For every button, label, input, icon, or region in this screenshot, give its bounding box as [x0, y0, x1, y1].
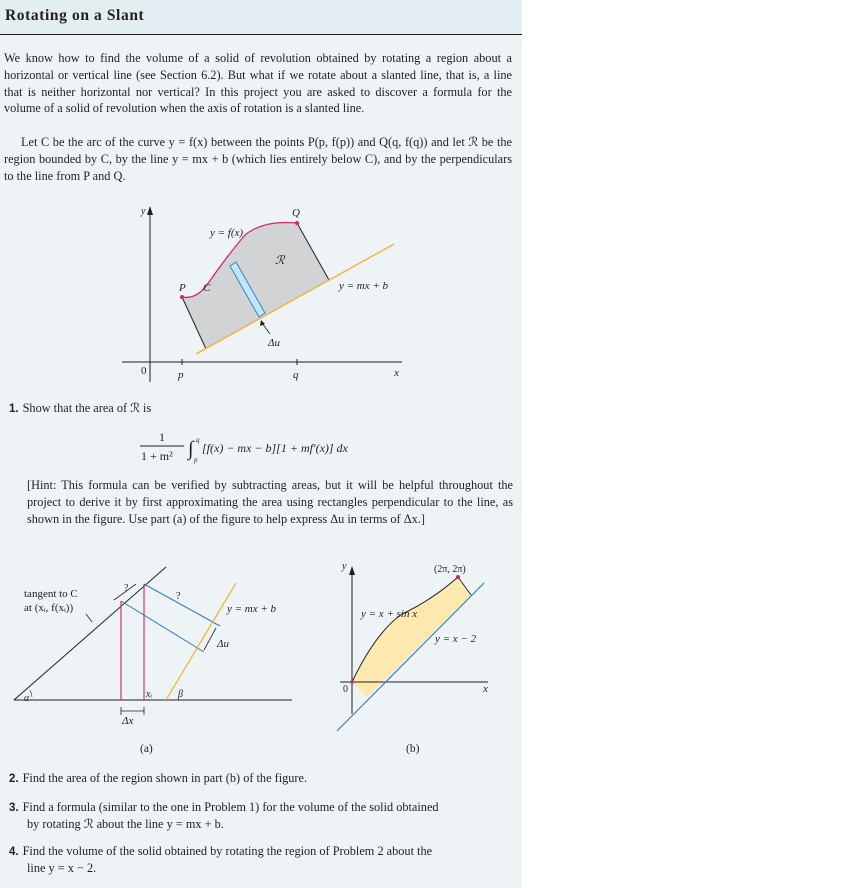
fig2a-du-label: Δu — [217, 638, 229, 650]
fig2a-xi-label: xᵢ — [146, 689, 153, 700]
formula-lower-limit: p — [194, 456, 198, 464]
formula-upper-limit: q — [196, 436, 200, 444]
fig2a-tangent-label-1: tangent to C — [24, 588, 78, 600]
problem-2-number: 2. — [9, 773, 19, 785]
formula-denominator: 1 + m² — [141, 449, 173, 463]
fig1-du-label: Δu — [268, 337, 280, 349]
fig1-y-label: y — [141, 206, 146, 217]
fig2a-line-label: y = mx + b — [227, 603, 277, 615]
fig1-region-label: ℛ — [275, 253, 285, 267]
fig1-P-label: P — [179, 282, 186, 294]
fig1-Q-label: Q — [292, 207, 300, 219]
problem-4-number: 4. — [9, 846, 19, 858]
problem-2 — [9, 770, 509, 787]
fig1-origin: 0 — [141, 365, 147, 377]
fig1-line-label: y = mx + b — [339, 280, 389, 292]
fig2a-dx-label: Δx — [122, 715, 134, 727]
fig2a-tangent-label-2: at (xᵢ, f(xᵢ)) — [24, 602, 74, 614]
intro-paragraph-1: We know how to find the volume of a solid of revolution obtained by rotating a region about a horizontal or vertical line (see Section 6.2). But what if we rotate about a slanted line, that is, a line that is neither horizontal nor vertical? In this project you are asked to discover a formula for the volume of a solid of revolution when the axis of rotation is a slanted line. — [4, 51, 512, 116]
fig2b-curve-label: y = x + sin x — [361, 608, 418, 620]
fig2b-line-label: y = x − 2 — [435, 633, 477, 645]
formula-numerator: 1 — [159, 430, 165, 444]
problem-1-hint: [Hint: This formula can be verified by subtracting areas, but it will be helpful throughout the project to derive it by first approximating the area using rectangles perpendicular to the line, as shown in the figure. Use part (a) of the figure to help express Δu in terms of Δx.] — [27, 478, 513, 526]
fig2a-alpha-label: α — [24, 693, 30, 704]
fig2b-line — [337, 583, 484, 731]
fig1-C-label: C — [203, 282, 211, 294]
fig1-p-tick-label: p — [178, 369, 184, 381]
fig2b-point — [456, 575, 460, 579]
fig2a-question-2: ? — [176, 591, 181, 602]
problem-3 — [9, 799, 509, 833]
problem-2-text: Find the area of the region shown in part (b) of the figure. — [22, 771, 308, 785]
intro-paragraph-2: Let C be the arc of the curve y = f(x) between the points P(p, f(p)) and Q(q, f(q)) and let ℛ be the region bounded by C, by the line y = mx + b (which lies entirely below C), and by the perpendiculars to the line from P and Q. — [4, 135, 512, 183]
fig2b-point-label: (2π, 2π) — [434, 564, 466, 575]
fig1-x-label: x — [394, 367, 399, 379]
problem-1-text: Show that the area of ℛ is — [22, 401, 152, 415]
formula-integrand: [f(x) − mx − b][1 + mf′(x)] dx — [202, 441, 348, 455]
problem-4-text: Find the volume of the solid obtained by rotating the region of Problem 2 about the — [22, 844, 433, 858]
problem-1-number: 1. — [9, 403, 19, 415]
problem-4-text-cont: line y = x − 2. — [27, 861, 97, 876]
problem-3-text: Find a formula (similar to the one in Problem 1) for the volume of the solid obtained — [22, 800, 439, 814]
fig2a-question-1: ? — [124, 583, 129, 594]
problem-3-number: 3. — [9, 802, 19, 814]
fig2b-origin-point — [350, 680, 354, 684]
fig1-curve-label: y = f(x) — [210, 227, 244, 239]
fig2b-caption: (b) — [406, 743, 420, 755]
fig2a-beta-label: β — [178, 689, 183, 700]
problem-3-text-cont: by rotating ℛ about the line y = mx + b. — [27, 817, 224, 832]
fig2b-x-label: x — [483, 683, 488, 695]
fig2b-y-arrow — [349, 566, 355, 575]
fig1-q-tick-label: q — [293, 369, 299, 381]
formula-integral-sign: ∫ — [188, 438, 194, 460]
problem-4 — [9, 843, 509, 877]
fig2b-y-label: y — [342, 561, 347, 572]
fig2a-caption: (a) — [140, 743, 153, 755]
fig2b-origin: 0 — [343, 684, 348, 695]
page-title: Rotating on a Slant — [5, 7, 145, 24]
